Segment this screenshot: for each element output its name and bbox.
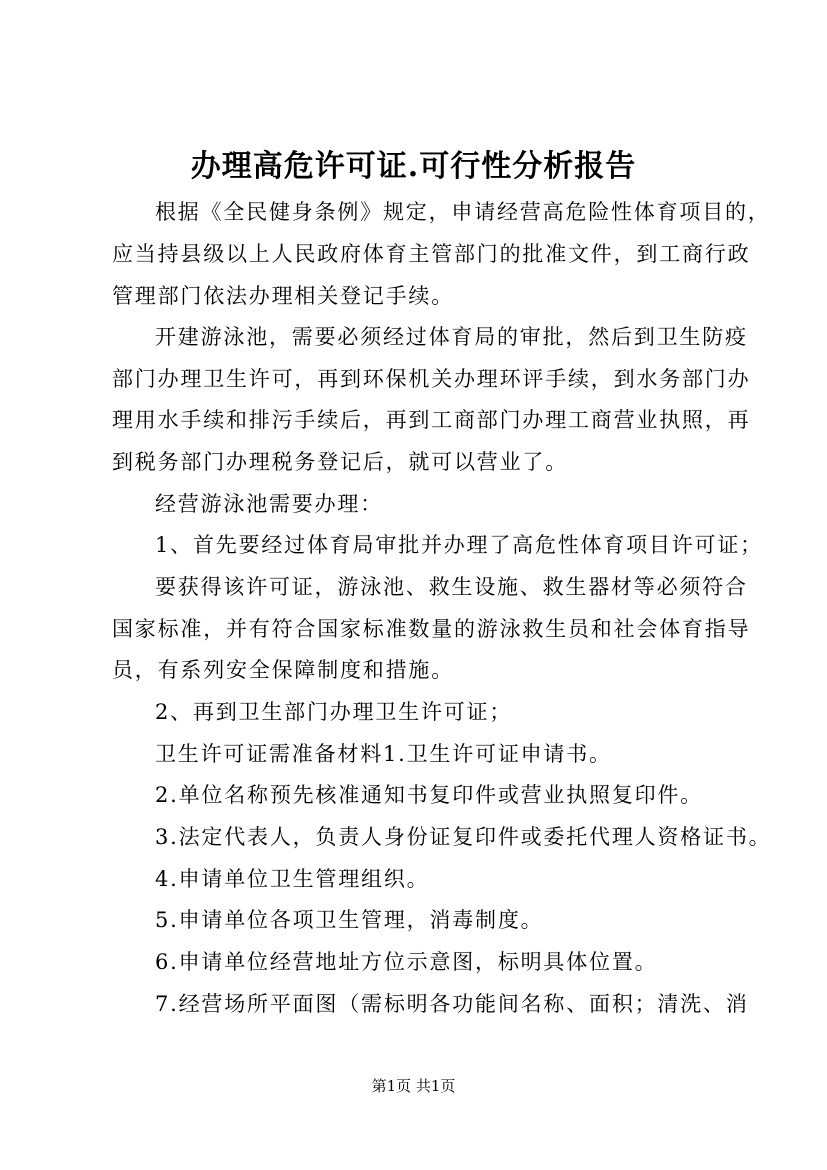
paragraph-line: 5.申请单位各项卫生管理，消毒制度。 xyxy=(155,908,544,932)
paragraph-line: 部门办理卫生许可，再到环保机关办理环评手续，到水务部门办 xyxy=(112,367,751,391)
paragraph-line: 1、首先要经过体育局审批并办理了高危性体育项目许可证； xyxy=(155,533,763,557)
paragraph-line: 2.单位名称预先核准通知书复印件或营业执照复印件。 xyxy=(155,783,704,807)
paragraph-line: 开建游泳池，需要必须经过体育局的审批，然后到卫生防疫 xyxy=(155,325,748,349)
paragraph-line: 应当持县级以上人民政府体育主管部门的批准文件，到工商行政 xyxy=(112,242,751,266)
paragraph-line: 要获得该许可证，游泳池、救生设施、救生器材等必须符合 xyxy=(155,575,748,599)
paragraph-line: 国家标准，并有符合国家标准数量的游泳救生员和社会体育指导 xyxy=(112,617,751,641)
paragraph-line: 根据《全民健身条例》规定，申请经营高危险性体育项目的， xyxy=(155,200,771,224)
paragraph-line: 经营游泳池需要办理： xyxy=(155,492,383,516)
paragraph-line: 7.经营场所平面图（需标明各功能间名称、面积；清洗、消 xyxy=(155,992,749,1016)
paragraph-line: 理用水手续和排污手续后，再到工商部门办理工商营业执照，再 xyxy=(112,408,751,432)
paragraph-line: 4.申请单位卫生管理组织。 xyxy=(155,867,430,891)
paragraph-line: 3.法定代表人，负责人身份证复印件或委托代理人资格证书。 xyxy=(155,825,772,849)
document-title: 办理高危许可证.可行性分析报告 xyxy=(190,149,637,184)
page-footer: 第1页 共1页 xyxy=(371,1077,456,1095)
paragraph-line: 卫生许可证需准备材料1.卫生许可证申请书。 xyxy=(155,742,612,766)
paragraph-line: 6.申请单位经营地址方位示意图，标明具体位置。 xyxy=(155,950,658,974)
paragraph-line: 到税务部门办理税务登记后，就可以营业了。 xyxy=(112,450,568,474)
paragraph-line: 管理部门依法办理相关登记手续。 xyxy=(112,284,454,308)
paragraph-line: 2、再到卫生部门办理卫生许可证； xyxy=(155,700,513,724)
paragraph-line: 员，有系列安全保障制度和措施。 xyxy=(112,658,454,682)
